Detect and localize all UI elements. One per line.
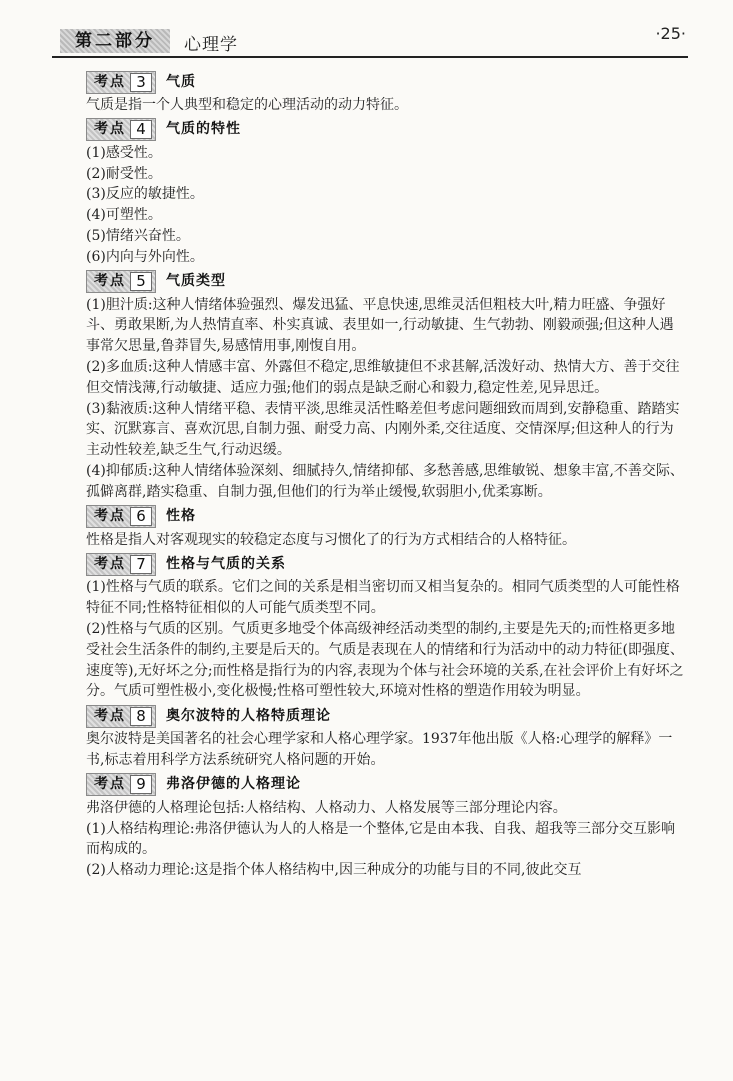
paragraph: (5)情绪兴奋性。 xyxy=(86,227,190,244)
section-title: 气质的特性 xyxy=(166,121,241,138)
paragraph: (4)抑郁质:这种人情绪体验深刻、细腻持久,情绪抑郁、多愁善感,思维敏锐、想象丰富,不善交际、孤僻离群,踏实稳重、自制力强,但他们的行为举止缓慢,软弱胆小,优柔寡断。 xyxy=(86,462,684,500)
section-title: 气质类型 xyxy=(166,273,226,290)
paragraph: (4)可塑性。 xyxy=(86,207,162,224)
kaodian-badge xyxy=(86,270,156,293)
kaodian-badge xyxy=(86,118,156,141)
section-heading xyxy=(86,270,686,294)
kaodian-label: 考点 xyxy=(94,508,126,525)
part-label: 第二部分 xyxy=(60,29,170,53)
paragraph: (1)性格与气质的联系。它们之间的关系是相当密切而又相当复杂的。相同气质类型的人可能性格特征不同;性格特征相似的人可能气质类型不同。 xyxy=(86,579,680,617)
paragraph: (1)人格结构理论:弗洛伊德认为人的人格是一个整体,它是由本我、自我、超我等三部分交互影响而构成的。 xyxy=(86,820,675,858)
section-heading xyxy=(86,704,686,728)
subject-title: 心理学 xyxy=(184,35,238,55)
kaodian-label: 考点 xyxy=(94,121,126,138)
kaodian-label: 考点 xyxy=(94,776,126,793)
paragraph: 性格是指人对客观现实的较稳定态度与习惯化了的行为方式相结合的人格特征。 xyxy=(86,531,576,548)
section-title: 奥尔波特的人格特质理论 xyxy=(166,707,331,724)
kaodian-number: 6 xyxy=(130,507,152,526)
kaodian-label: 考点 xyxy=(94,73,126,90)
paragraph: (2)性格与气质的区别。气质更多地受个体高级神经活动类型的制约,主要是先天的;而性格更多地受社会生活条件的制约,主要是后天的。气质是表现在人的情绪和行为活动中的动力特征(即强度、速度等),无好坏之分;而性格是指行为的内容,表现为个体与社会环境的关系,在社会评价上有好坏之分。气质可塑性极小,变化极慢;性格可塑性较大,环境对性格的塑造作用较为明显。 xyxy=(86,620,684,700)
paragraph: (3)反应的敏捷性。 xyxy=(86,186,204,203)
paragraph: (3)黏液质:这种人情绪平稳、表情平淡,思维灵活性略差但考虑问题细致而周到,安静稳重、踏踏实实、沉默寡言、喜欢沉思,自制力强、耐受力高、内刚外柔,交往适度、交情深厚;但这种人的行为主动性较差,缺乏生气,行动迟缓。 xyxy=(86,400,680,459)
page-content xyxy=(86,68,686,881)
section-heading xyxy=(86,505,686,529)
paragraph: (6)内向与外向性。 xyxy=(86,248,204,265)
kaodian-badge xyxy=(86,505,156,528)
section-title: 弗洛伊德的人格理论 xyxy=(166,776,301,793)
kaodian-badge xyxy=(86,773,156,796)
section-title: 性格 xyxy=(166,508,196,525)
kaodian-label: 考点 xyxy=(94,707,126,724)
section-title: 气质 xyxy=(166,73,196,90)
section-heading xyxy=(86,773,686,797)
paragraph: (2)耐受性。 xyxy=(86,165,162,182)
kaodian-number: 3 xyxy=(130,73,152,92)
section-heading xyxy=(86,118,686,142)
kaodian-number: 5 xyxy=(130,272,152,291)
section-heading xyxy=(86,70,686,94)
kaodian-label: 考点 xyxy=(94,555,126,572)
kaodian-badge xyxy=(86,553,156,576)
kaodian-number: 9 xyxy=(130,775,152,794)
section-title: 性格与气质的关系 xyxy=(166,555,286,572)
paragraph: (1)胆汁质:这种人情绪体验强烈、爆发迅猛、平息快速,思维灵活但粗枝大叶,精力旺盛、争强好斗、勇敢果断,为人热情直率、朴实真诚、表里如一,行动敏捷、生气勃勃、刚毅顽强;但这种人遇事常欠思量,鲁莽冒失,易感情用事,刚愎自用。 xyxy=(86,296,674,355)
page-header xyxy=(52,22,688,58)
page-number: ·25· xyxy=(655,24,686,43)
paragraph: (2)人格动力理论:这是指个体人格结构中,因三种成分的功能与目的不同,彼此交互 xyxy=(86,862,582,879)
kaodian-number: 7 xyxy=(130,555,152,574)
kaodian-badge xyxy=(86,71,156,94)
paragraph: 弗洛伊德的人格理论包括:人格结构、人格动力、人格发展等三部分理论内容。 xyxy=(86,799,567,816)
section-heading xyxy=(86,552,686,576)
kaodian-number: 8 xyxy=(130,707,152,726)
kaodian-label: 考点 xyxy=(94,273,126,290)
paragraph: 奥尔波特是美国著名的社会心理学家和人格心理学家。1937年他出版《人格:心理学的解释》一书,标志着用科学方法系统研究人格问题的开始。 xyxy=(86,731,673,768)
kaodian-badge xyxy=(86,705,156,728)
paragraph: 气质是指一个人典型和稳定的心理活动的动力特征。 xyxy=(86,97,408,113)
paragraph: (1)感受性。 xyxy=(86,144,162,161)
paragraph: (2)多血质:这种人情感丰富、外露但不稳定,思维敏捷但不求甚解,活泼好动、热情大方、善于交往但交情浅薄,行动敏捷、适应力强;他们的弱点是缺乏耐心和毅力,稳定性差,见异思迁。 xyxy=(86,358,680,396)
kaodian-number: 4 xyxy=(130,120,152,139)
